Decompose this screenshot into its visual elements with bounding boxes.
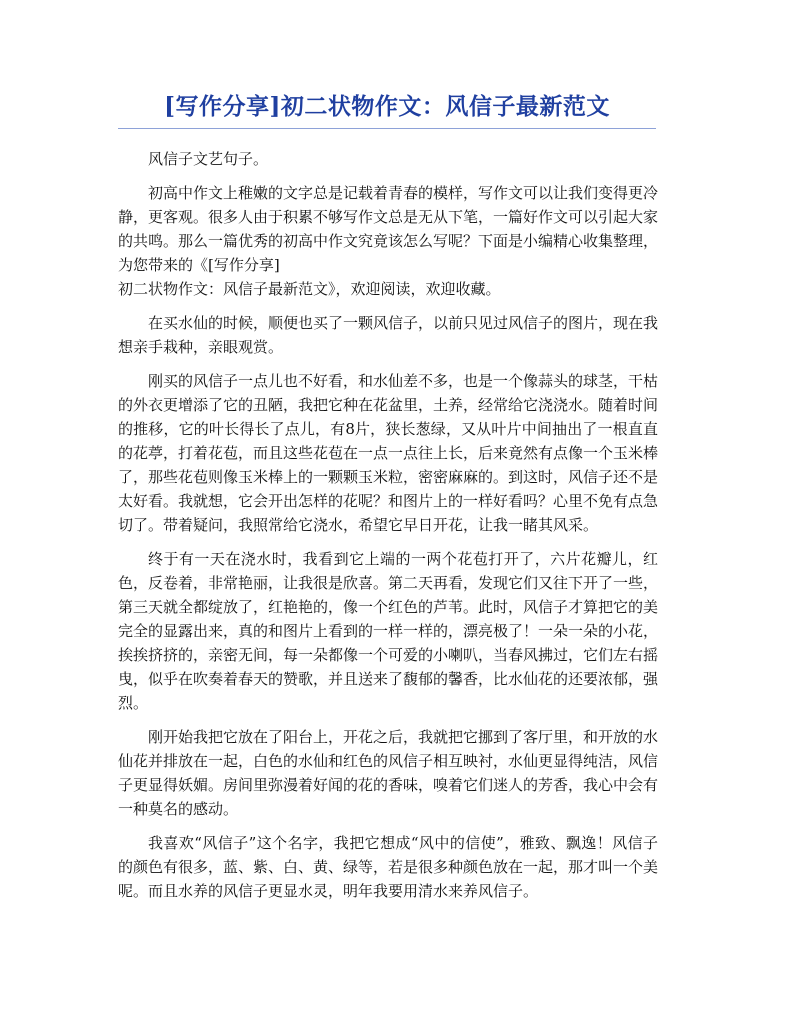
paragraph-living-room: 刚开始我把它放在了阳台上，开花之后，我就把它挪到了客厅里，和开放的水仙花并排放在一起，白色的水仙和红色的风信子相互映衬，水仙更显得纯洁，风信子更显得妖媚。房间里弥漫着好闻的花的香味，嗅着它们迷人的芳香，我心中会有一种莫名的感动。 <box>118 728 659 818</box>
paragraph-buying: 在买水仙的时候，顺便也买了一颗风信子，以前只见过风信子的图片，现在我想亲手栽种，亲眼观赏。 <box>118 314 659 356</box>
paragraph-intro-line: 风信子文艺句子。 <box>148 150 269 168</box>
paragraph-growing: 刚买的风信子一点儿也不好看，和水仙差不多，也是一个像蒜头的球茎，干枯的外衣更增添了它的丑陋，我把它种在花盆里，土养，经常给它浇浇水。随着时间的推移，它的叶长得长了点儿，有8片，狭长葱绿，又从叶片中间抽出了一根直直的花葶，打着花苞，而且这些花苞在一点一点往上长，后来竟然有点像一个玉米棒了，那些花苞则像玉米棒上的一颗颗玉米粒，密密麻麻的。到这时，风信子还不是太好看。我就想，它会开出怎样的花呢？和图片上的一样好看吗？心里不免有点急切了。带着疑问，我照常给它浇水，希望它早日开花，让我一睹其风采。 <box>118 372 659 534</box>
paragraph-blooming: 终于有一天在浇水时，我看到它上端的一两个花苞打开了，六片花瓣儿，红色，反卷着，非常艳丽，让我很是欣喜。第二天再看，发现它们又往下开了一些，第三天就全都绽放了，红艳艳的，像一个红色的芦苇。此时，风信子才算把它的美完全的显露出来，真的和图片上看到的一样一样的，漂亮极了！一朵一朵的小花，挨挨挤挤的，亲密无间，每一朵都像一个可爱的小喇叭，当春风拂过，它们左右摇曳，似乎在吹奏着春天的赞歌，并且送来了馥郁的馨香，比水仙花的还要浓郁，强烈。 <box>118 550 659 712</box>
document-title: [写作分享]初二状物作文：风信子最新范文 <box>164 93 610 120</box>
paragraph-preface-continued: 初二状物作文：风信子最新范文》，欢迎阅读，欢迎收藏。 <box>118 280 501 298</box>
title-underline <box>118 128 656 129</box>
paragraph-preface: 初高中作文上稚嫩的文字总是记载着青春的模样，写作文可以让我们变得更冷静，更客观。很多人由于积累不够写作文总是无从下笔，一篇好作文可以引起大家的共鸣。那么一篇优秀的初高中作文究竟该怎么写呢？下面是小编精心收集整理，为您带来的《[写作分享] <box>118 184 659 274</box>
document-body <box>118 147 658 913</box>
paragraph-name: 我喜欢“风信子”这个名字，我把它想成“风中的信使”，雅致、飘逸！风信子的颜色有很多，蓝、紫、白、黄、绿等，若是很多种颜色放在一起，那才叫一个美呢。而且水养的风信子更显水灵，明年我要用清水来养风信子。 <box>118 834 659 900</box>
